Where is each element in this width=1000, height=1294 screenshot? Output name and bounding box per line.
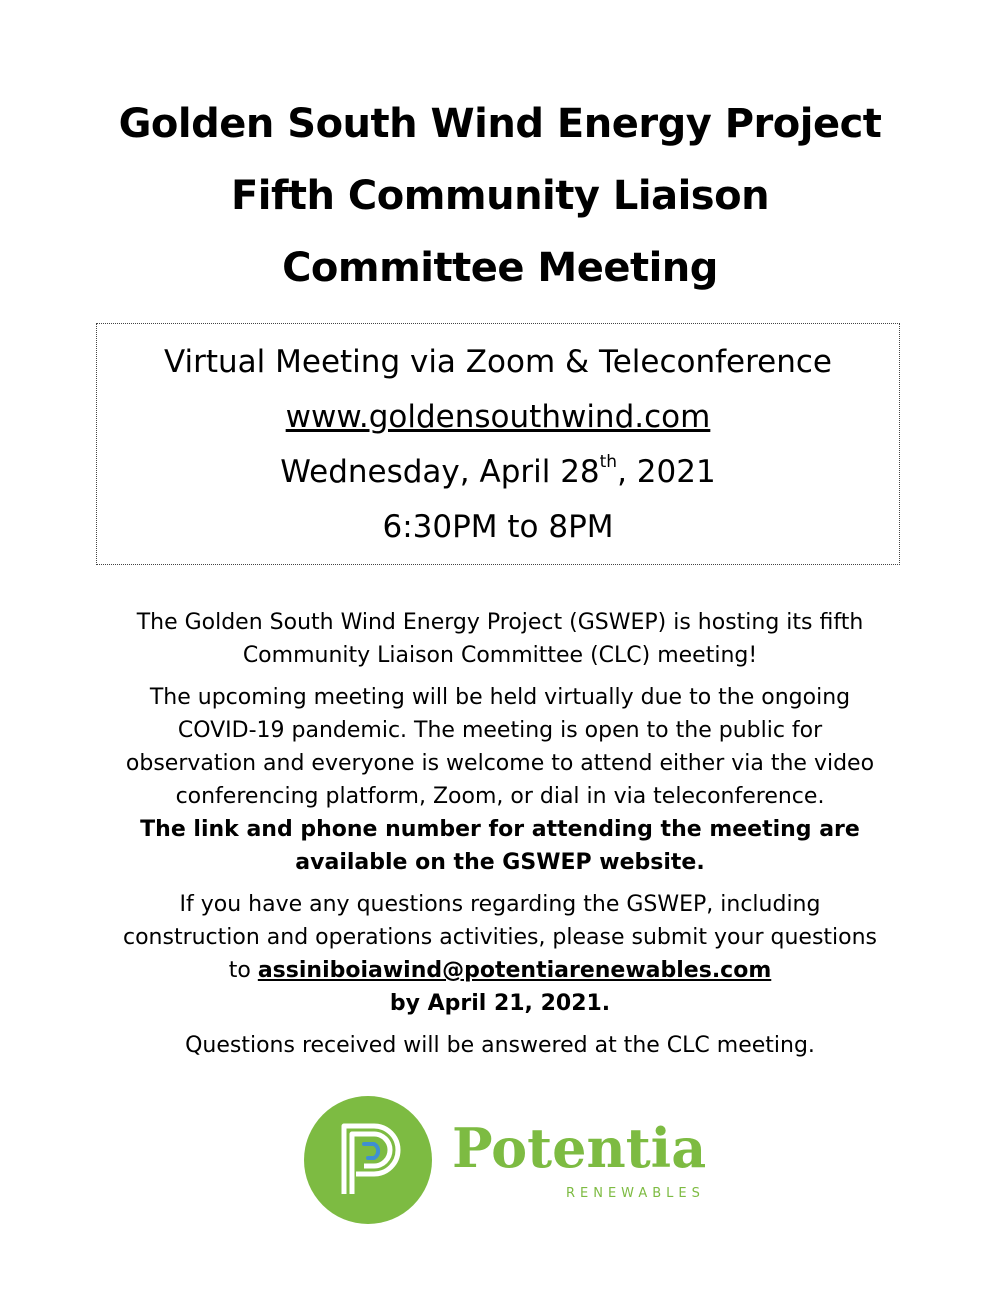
text-line: construction and operations activities, please submit your questions	[122, 925, 878, 950]
meeting-time: 6:30PM to 8PM	[382, 509, 614, 545]
text-line: The upcoming meeting will be held virtually due to the ongoing	[149, 685, 851, 710]
title-line-2: Fifth Community Liaison	[230, 173, 770, 219]
logo-wordmark: Potentia	[452, 1116, 707, 1180]
announcement-body	[60, 606, 940, 1071]
meeting-date-ordinal: th	[599, 451, 618, 472]
text-line: Questions received will be answered at the CLC meeting.	[185, 1033, 815, 1058]
meeting-mode: Virtual Meeting via Zoom & Teleconference	[163, 344, 832, 380]
paragraph-questions	[60, 888, 940, 1020]
title-line-1: Golden South Wind Energy Project	[118, 101, 882, 147]
paragraph-intro	[60, 606, 940, 672]
text-line: COVID-19 pandemic. The meeting is open to the public for	[177, 718, 823, 743]
meeting-info-box	[96, 323, 900, 565]
paragraph-closing	[60, 1029, 940, 1062]
document-title	[0, 88, 1000, 304]
text-line: The Golden South Wind Energy Project (GSWEP) is hosting its fifth	[136, 610, 864, 635]
logo-subtitle: RENEWABLES	[566, 1186, 705, 1201]
paragraph-virtual	[60, 681, 940, 879]
website-link[interactable]: www.goldensouthwind.com	[285, 399, 711, 435]
meeting-date-year: , 2021	[617, 454, 716, 490]
text-line: Community Liaison Committee (CLC) meeting!	[242, 643, 758, 668]
email-line	[60, 954, 940, 987]
text-line: conferencing platform, Zoom, or dial in via teleconference.	[175, 784, 825, 809]
email-prefix: to	[228, 958, 258, 983]
text-line: observation and everyone is welcome to attend either via the video	[125, 751, 875, 776]
meeting-date	[97, 445, 899, 500]
text-line: If you have any questions regarding the GSWEP, including	[179, 892, 821, 917]
bold-text-line: The link and phone number for attending the meeting are	[140, 817, 860, 842]
meeting-date-day: Wednesday, April 28	[280, 454, 600, 490]
potentia-logo	[304, 1096, 734, 1226]
email-link[interactable]: assiniboiawind@potentiarenewables.com	[257, 958, 772, 983]
bold-text-line: available on the GSWEP website.	[295, 850, 705, 875]
title-line-3: Committee Meeting	[282, 245, 718, 291]
potentia-p-logo-icon	[304, 1096, 432, 1224]
deadline-line: by April 21, 2021.	[389, 991, 611, 1016]
